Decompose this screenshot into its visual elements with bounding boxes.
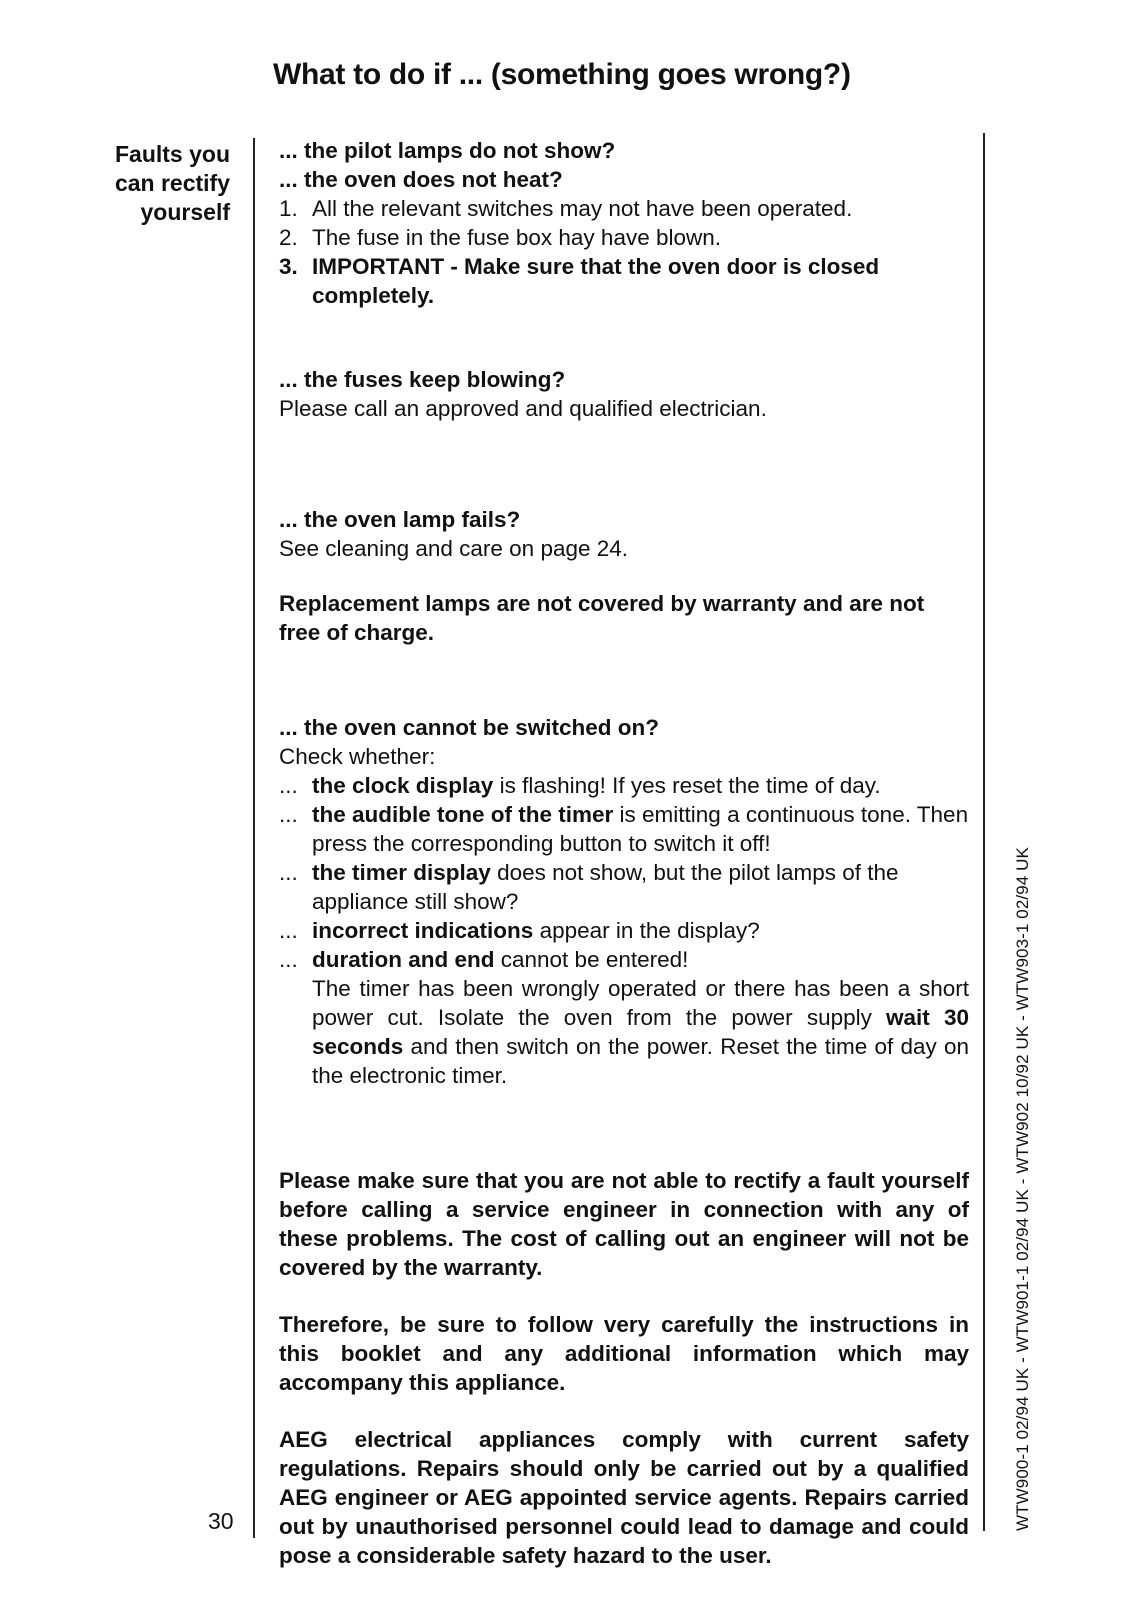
answer-oven-lamp: See cleaning and care on page 24. — [279, 536, 629, 561]
check-text: appear in the display? — [533, 918, 760, 943]
answer-fuses: Please call an approved and qualified electrician. — [279, 396, 767, 421]
page-title: What to do if ... (something goes wrong?) — [273, 58, 851, 91]
main-content — [279, 136, 969, 1570]
check-dots: ... — [279, 860, 298, 885]
explain-text: The timer has been wrongly operated or there has been a short power cut. Isolate the oven from the power supply — [312, 976, 969, 1030]
check-bold: the timer display — [312, 860, 491, 885]
document-code: WTW900-1 02/94 UK - WTW901-1 02/94 UK - WTW902 10/92 UK - WTW903-1 02/94 UK — [1013, 847, 1032, 1531]
numbered-item — [279, 223, 969, 252]
check-dots: ... — [279, 802, 298, 827]
check-dots: ... — [279, 947, 298, 972]
check-dots: ... — [279, 918, 298, 943]
check-intro: Check whether: — [279, 744, 436, 769]
side-heading-line: yourself — [140, 199, 230, 225]
question-fuses: ... the fuses keep blowing? — [279, 367, 566, 392]
question-switch-on: ... the oven cannot be switched on? — [279, 715, 660, 740]
check-text: is flashing! If yes reset the time of day. — [493, 773, 881, 798]
numbered-item — [279, 194, 969, 223]
side-heading — [60, 140, 230, 227]
check-bold: duration and end — [312, 947, 495, 972]
side-heading-line: can rectify — [114, 170, 230, 196]
item-number: 2. — [279, 225, 298, 250]
item-text: IMPORTANT - Make sure that the oven door is closed completely. — [312, 254, 880, 308]
check-item — [279, 858, 969, 916]
check-item — [279, 800, 969, 858]
item-number: 3. — [279, 254, 298, 279]
side-heading-line: Faults you — [114, 141, 230, 167]
item-number: 1. — [279, 196, 298, 221]
question-oven-heat: ... the oven does not heat? — [279, 167, 563, 192]
check-item — [279, 945, 969, 974]
check-text: cannot be entered! — [494, 947, 689, 972]
note-replacement-lamps: Replacement lamps are not covered by warranty and are not free of charge. — [279, 591, 925, 645]
check-item — [279, 771, 969, 800]
timer-explanation — [279, 974, 969, 1090]
question-oven-lamp: ... the oven lamp fails? — [279, 507, 521, 532]
item-text: The fuse in the fuse box hay have blown. — [312, 225, 722, 250]
numbered-item-important — [279, 252, 969, 310]
explain-text: and then switch on the power. Reset the time of day on the electronic timer. — [312, 1034, 969, 1088]
notice-follow-instructions: Therefore, be sure to follow very carefully the instructions in this booklet and any additional information which may accompany this appliance. — [279, 1312, 969, 1395]
check-dots: ... — [279, 773, 298, 798]
check-item — [279, 916, 969, 945]
explain-bold: wait 30 seconds — [312, 1005, 969, 1059]
notice-service-engineer: Please make sure that you are not able to rectify a fault yourself before calling a service engineer in connection with any of these problems. The cost of calling out an engineer will not be covered by the warranty. — [279, 1168, 969, 1280]
page-number: 30 — [208, 1508, 234, 1534]
check-bold: the audible tone of the timer — [312, 802, 614, 827]
right-divider — [983, 133, 985, 1531]
check-text: is emitting a continuous tone. Then press the corresponding button to switch it off! — [312, 802, 969, 856]
notice-safety: AEG electrical appliances comply with current safety regulations. Repairs should only be carried out by a qualified AEG engineer or AEG appointed service agents. Repairs carried out by unauthorised personnel could lead to damage and could pose a considerable safety hazard to the user. — [279, 1427, 969, 1568]
check-bold: the clock display — [312, 773, 494, 798]
check-text: does not show, but the pilot lamps of the appliance still show? — [312, 860, 899, 914]
check-bold: incorrect indications — [312, 918, 534, 943]
question-pilot-lamps: ... the pilot lamps do not show? — [279, 138, 616, 163]
item-text: All the relevant switches may not have been operated. — [312, 196, 853, 221]
left-divider — [253, 138, 255, 1538]
